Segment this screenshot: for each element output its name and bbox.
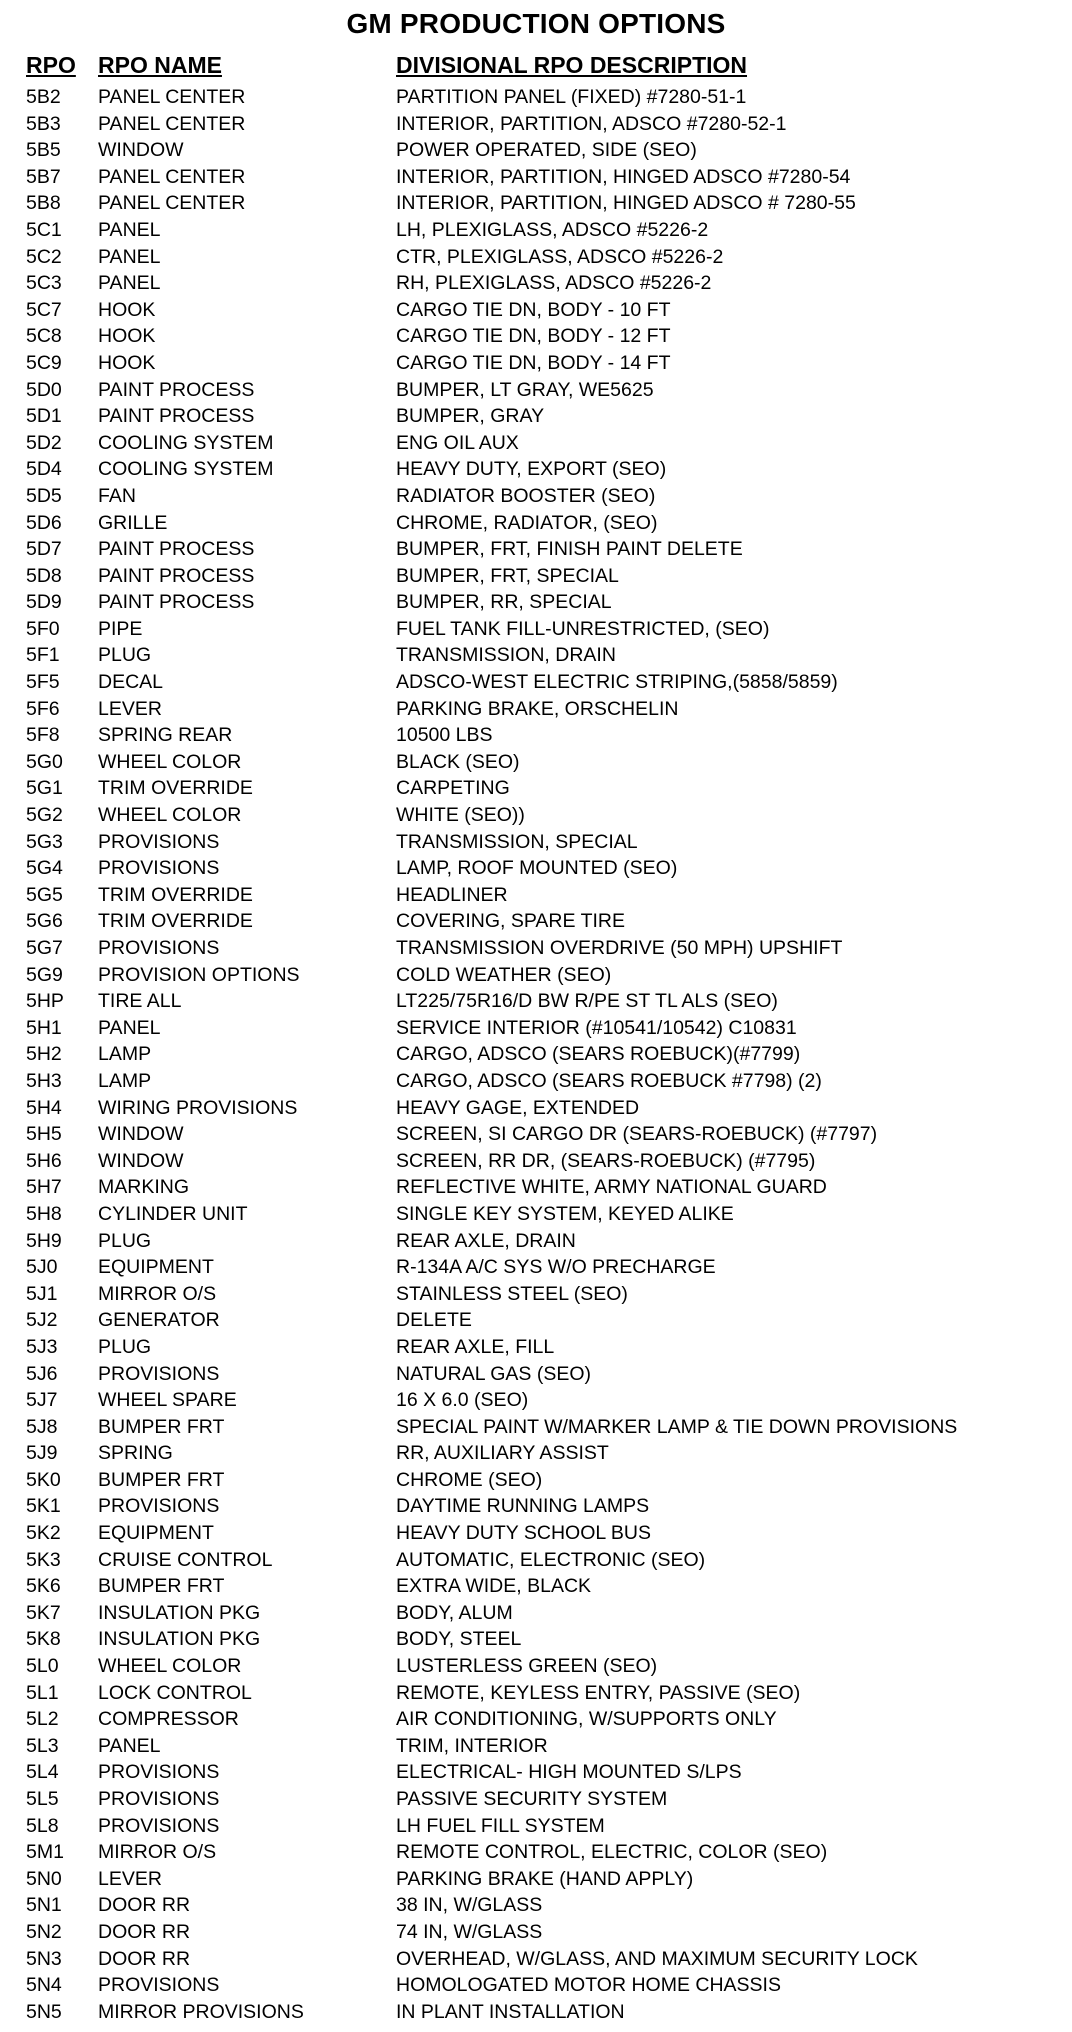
rpo-name: SPRING — [98, 1442, 173, 1465]
rpo-description: STAINLESS STEEL (SEO) — [396, 1282, 628, 1305]
rpo-code: 5D4 — [26, 458, 62, 481]
rpo-name: WHEEL COLOR — [98, 750, 242, 773]
table-row — [0, 1733, 1072, 1760]
rpo-code: 5C8 — [26, 325, 62, 348]
rpo-description: HEAVY DUTY, EXPORT (SEO) — [396, 458, 667, 481]
table-row — [0, 297, 1072, 324]
table-row — [0, 1706, 1072, 1733]
rpo-description: BUMPER, FRT, FINISH PAINT DELETE — [396, 538, 743, 561]
rpo-description: INTERIOR, PARTITION, HINGED ADSCO #7280-54 — [396, 165, 851, 188]
rpo-description: HOMOLOGATED MOTOR HOME CHASSIS — [396, 1974, 781, 1997]
rpo-code: 5K2 — [26, 1522, 61, 1545]
rpo-code: 5HP — [26, 990, 64, 1013]
table-row — [0, 1919, 1072, 1946]
rpo-description: CARGO TIE DN, BODY - 12 FT — [396, 325, 671, 348]
rpo-code: 5J8 — [26, 1415, 58, 1438]
rpo-code: 5G5 — [26, 883, 63, 906]
table-row — [0, 403, 1072, 430]
rpo-name: WHEEL COLOR — [98, 804, 242, 827]
table-row — [0, 1547, 1072, 1574]
table-row — [0, 1573, 1072, 1600]
rpo-name: BUMPER FRT — [98, 1468, 225, 1491]
rpo-code: 5G0 — [26, 750, 63, 773]
rpo-code: 5C9 — [26, 351, 62, 374]
table-row — [0, 217, 1072, 244]
table-row — [0, 1121, 1072, 1148]
table-row — [0, 642, 1072, 669]
table-row — [0, 536, 1072, 563]
rpo-name: WHEEL COLOR — [98, 1655, 242, 1678]
table-row — [0, 1334, 1072, 1361]
rpo-description: LH, PLEXIGLASS, ADSCO #5226-2 — [396, 218, 709, 241]
rpo-code: 5H4 — [26, 1096, 62, 1119]
rpo-name: PROVISIONS — [98, 1761, 220, 1784]
rpo-description: PASSIVE SECURITY SYSTEM — [396, 1788, 668, 1810]
rpo-code: 5D7 — [26, 538, 62, 561]
table-row — [0, 563, 1072, 590]
rpo-name: PROVISIONS — [98, 1814, 220, 1837]
rpo-description: COVERING, SPARE TIRE — [396, 910, 625, 933]
table-row — [0, 1015, 1072, 1042]
rpo-code: 5B8 — [26, 192, 61, 215]
table-row — [0, 350, 1072, 377]
rpo-description: SERVICE INTERIOR (#10541/10542) C10831 — [396, 1016, 797, 1039]
rpo-name: GENERATOR — [98, 1309, 220, 1332]
rpo-name: PAINT PROCESS — [98, 378, 255, 401]
rpo-name: PANEL CENTER — [98, 112, 246, 135]
rpo-name: MIRROR O/S — [98, 1282, 217, 1305]
rpo-description: INTERIOR, PARTITION, ADSCO #7280-52-1 — [396, 112, 787, 135]
rpo-name: TIRE ALL — [98, 990, 182, 1013]
rpo-description: REAR AXLE, FILL — [396, 1335, 555, 1358]
table-row — [0, 696, 1072, 723]
rpo-code: 5J7 — [26, 1389, 58, 1412]
rpo-name: TRIM OVERRIDE — [98, 910, 253, 933]
table-row — [0, 1493, 1072, 1520]
rpo-description: HEAVY DUTY SCHOOL BUS — [396, 1522, 652, 1545]
table-row — [0, 137, 1072, 164]
rpo-name: PROVISIONS — [98, 857, 220, 880]
rpo-name: SPRING REAR — [98, 724, 233, 747]
rpo-name: PIPE — [98, 617, 143, 640]
table-row — [0, 1361, 1072, 1388]
rpo-description: BODY, STEEL — [396, 1628, 522, 1651]
rpo-code: 5C2 — [26, 245, 62, 268]
rpo-name: PANEL CENTER — [98, 165, 246, 188]
table-row — [0, 270, 1072, 297]
rpo-description: ELECTRICAL- HIGH MOUNTED S/LPS — [396, 1761, 742, 1784]
rpo-name: PROVISIONS — [98, 937, 220, 959]
table-row — [0, 1440, 1072, 1467]
table-row — [0, 1174, 1072, 1201]
table-row — [0, 1626, 1072, 1653]
rpo-description: SPECIAL PAINT W/MARKER LAMP & TIE DOWN PROVISIONS — [396, 1415, 958, 1438]
table-row — [0, 1041, 1072, 1068]
table-row — [0, 1653, 1072, 1680]
table-row — [0, 1281, 1072, 1308]
rpo-description: REMOTE CONTROL, ELECTRIC, COLOR (SEO) — [396, 1841, 828, 1864]
rpo-code: 5D8 — [26, 564, 62, 587]
rpo-description: REAR AXLE, DRAIN — [396, 1229, 576, 1252]
table-row — [0, 1786, 1072, 1813]
table-row — [0, 483, 1072, 510]
rpo-code: 5F5 — [26, 671, 60, 694]
table-row — [0, 749, 1072, 776]
rpo-code: 5C3 — [26, 272, 62, 295]
table-row — [0, 802, 1072, 829]
rpo-name: TRIM OVERRIDE — [98, 777, 253, 800]
rpo-description: ENG OIL AUX — [396, 431, 519, 454]
rpo-name: HOOK — [98, 298, 156, 321]
rpo-description: BUMPER, GRAY — [396, 405, 545, 428]
rpo-code: 5K1 — [26, 1495, 61, 1518]
rpo-code: 5F1 — [26, 644, 60, 667]
rpo-name: PLUG — [98, 1335, 152, 1358]
rpo-description: CHROME, RADIATOR, (SEO) — [396, 511, 658, 534]
rpo-description: 74 IN, W/GLASS — [396, 1920, 543, 1943]
rpo-description: LH FUEL FILL SYSTEM — [396, 1814, 605, 1837]
rpo-description: LUSTERLESS GREEN (SEO) — [396, 1655, 658, 1678]
rpo-name: LAMP — [98, 1043, 152, 1066]
table-row — [0, 589, 1072, 616]
rpo-name: MARKING — [98, 1176, 190, 1199]
rpo-name: WINDOW — [98, 1123, 184, 1146]
table-row — [0, 1866, 1072, 1893]
rpo-code: 5K3 — [26, 1548, 61, 1571]
table-row — [0, 882, 1072, 909]
rpo-name: INSULATION PKG — [98, 1628, 261, 1651]
rpo-code: 5C1 — [26, 218, 62, 241]
rpo-code: 5J9 — [26, 1442, 58, 1465]
rpo-code: 5L2 — [26, 1708, 59, 1731]
rpo-code: 5N5 — [26, 2000, 62, 2023]
rpo-description: 16 X 6.0 (SEO) — [396, 1389, 529, 1412]
rpo-code: 5K8 — [26, 1628, 61, 1651]
rpo-code: 5H6 — [26, 1149, 62, 1172]
rpo-description: OVERHEAD, W/GLASS, AND MAXIMUM SECURITY LOCK — [396, 1947, 918, 1970]
rpo-description: REFLECTIVE WHITE, ARMY NATIONAL GUARD — [396, 1176, 827, 1199]
rpo-name: PROVISIONS — [98, 1362, 220, 1385]
rpo-name: WIRING PROVISIONS — [98, 1096, 298, 1119]
rpo-name: WHEEL SPARE — [98, 1389, 237, 1412]
rpo-code: 5N3 — [26, 1947, 62, 1970]
rpo-code: 5L5 — [26, 1788, 59, 1810]
table-row — [0, 1520, 1072, 1547]
table-row — [0, 510, 1072, 537]
rpo-name: BUMPER FRT — [98, 1415, 225, 1438]
rpo-code: 5J2 — [26, 1309, 58, 1332]
rpo-name: EQUIPMENT — [98, 1256, 214, 1279]
table-row — [0, 855, 1072, 882]
options-list — [0, 84, 1072, 2025]
table-row — [0, 190, 1072, 217]
table-row — [0, 1228, 1072, 1255]
rpo-description: DELETE — [396, 1309, 472, 1332]
rpo-code: 5J3 — [26, 1335, 58, 1358]
rpo-code: 5L4 — [26, 1761, 59, 1784]
table-row — [0, 430, 1072, 457]
rpo-name: COMPRESSOR — [98, 1708, 239, 1731]
rpo-code: 5K7 — [26, 1601, 61, 1624]
rpo-name: PANEL CENTER — [98, 86, 246, 108]
rpo-name: TRIM OVERRIDE — [98, 883, 253, 906]
rpo-description: SCREEN, SI CARGO DR (SEARS-ROEBUCK) (#7797) — [396, 1123, 878, 1146]
rpo-description: EXTRA WIDE, BLACK — [396, 1575, 592, 1598]
rpo-name: HOOK — [98, 325, 156, 348]
rpo-description: FUEL TANK FILL-UNRESTRICTED, (SEO) — [396, 617, 770, 640]
rpo-description: PARKING BRAKE, ORSCHELIN — [396, 697, 679, 720]
rpo-name: GRILLE — [98, 511, 168, 534]
rpo-code: 5F0 — [26, 617, 60, 640]
table-row — [0, 775, 1072, 802]
rpo-code: 5B7 — [26, 165, 61, 188]
table-row — [0, 1307, 1072, 1334]
rpo-name: PROVISIONS — [98, 1495, 220, 1518]
table-row — [0, 829, 1072, 856]
rpo-code: 5H9 — [26, 1229, 62, 1252]
rpo-name: PANEL — [98, 1734, 161, 1757]
rpo-description: CTR, PLEXIGLASS, ADSCO #5226-2 — [396, 245, 724, 268]
table-row — [0, 164, 1072, 191]
rpo-description: 38 IN, W/GLASS — [396, 1894, 543, 1917]
rpo-code: 5H7 — [26, 1176, 62, 1199]
table-row — [0, 244, 1072, 271]
rpo-name: WINDOW — [98, 139, 184, 162]
rpo-description: CARPETING — [396, 777, 510, 800]
table-row — [0, 1839, 1072, 1866]
rpo-code: 5D1 — [26, 405, 62, 428]
rpo-description: BUMPER, FRT, SPECIAL — [396, 564, 619, 587]
rpo-name: MIRROR O/S — [98, 1841, 217, 1864]
rpo-code: 5G6 — [26, 910, 63, 933]
column-headers — [0, 52, 1072, 82]
rpo-name: HOOK — [98, 351, 156, 374]
table-row — [0, 1467, 1072, 1494]
rpo-name: LOCK CONTROL — [98, 1681, 252, 1704]
rpo-description: SINGLE KEY SYSTEM, KEYED ALIKE — [396, 1202, 734, 1225]
table-row — [0, 84, 1072, 111]
rpo-code: 5L3 — [26, 1734, 59, 1757]
table-row — [0, 1387, 1072, 1414]
table-row — [0, 323, 1072, 350]
header-description: DIVISIONAL RPO DESCRIPTION — [396, 52, 748, 78]
table-row — [0, 1095, 1072, 1122]
rpo-name: PROVISIONS — [98, 1974, 220, 1997]
rpo-code: 5H3 — [26, 1069, 62, 1092]
rpo-name: LEVER — [98, 1867, 162, 1890]
table-row — [0, 908, 1072, 935]
table-row — [0, 456, 1072, 483]
rpo-description: RR, AUXILIARY ASSIST — [396, 1442, 609, 1465]
rpo-description: WHITE (SEO)) — [396, 804, 525, 827]
table-row — [0, 962, 1072, 989]
rpo-name: PROVISIONS — [98, 830, 220, 853]
rpo-name: FAN — [98, 484, 136, 507]
rpo-description: BLACK (SEO) — [396, 750, 520, 773]
rpo-name: MIRROR PROVISIONS — [98, 2000, 304, 2023]
table-row — [0, 377, 1072, 404]
rpo-name: PAINT PROCESS — [98, 591, 255, 614]
rpo-description: REMOTE, KEYLESS ENTRY, PASSIVE (SEO) — [396, 1681, 801, 1704]
rpo-name: PANEL — [98, 272, 161, 295]
rpo-description: RADIATOR BOOSTER (SEO) — [396, 484, 656, 507]
rpo-code: 5G7 — [26, 937, 63, 959]
table-row — [0, 1680, 1072, 1707]
header-rpo: RPO — [26, 52, 76, 78]
rpo-code: 5J0 — [26, 1256, 58, 1279]
table-row — [0, 1892, 1072, 1919]
rpo-code: 5D0 — [26, 378, 62, 401]
rpo-description: CARGO TIE DN, BODY - 10 FT — [396, 298, 671, 321]
rpo-description: 10500 LBS — [396, 724, 493, 747]
rpo-description: CHROME (SEO) — [396, 1468, 543, 1491]
rpo-description: LT225/75R16/D BW R/PE ST TL ALS (SEO) — [396, 990, 778, 1013]
rpo-name: COOLING SYSTEM — [98, 431, 274, 454]
rpo-description: PARKING BRAKE (HAND APPLY) — [396, 1867, 694, 1890]
table-row — [0, 616, 1072, 643]
rpo-description: IN PLANT INSTALLATION — [396, 2000, 625, 2023]
rpo-code: 5N1 — [26, 1894, 62, 1917]
rpo-name: PROVISION OPTIONS — [98, 963, 300, 986]
table-row — [0, 935, 1072, 962]
rpo-description: COLD WEATHER (SEO) — [396, 963, 612, 986]
rpo-description: R-134A A/C SYS W/O PRECHARGE — [396, 1256, 716, 1279]
rpo-code: 5B5 — [26, 139, 61, 162]
table-row — [0, 1600, 1072, 1627]
rpo-description: PARTITION PANEL (FIXED) #7280-51-1 — [396, 86, 747, 108]
rpo-name: EQUIPMENT — [98, 1522, 214, 1545]
rpo-name: PANEL — [98, 218, 161, 241]
rpo-description: AUTOMATIC, ELECTRONIC (SEO) — [396, 1548, 706, 1571]
rpo-description: CARGO, ADSCO (SEARS ROEBUCK)(#7799) — [396, 1043, 801, 1066]
rpo-name: PAINT PROCESS — [98, 538, 255, 561]
table-row — [0, 1946, 1072, 1973]
rpo-code: 5D5 — [26, 484, 62, 507]
rpo-name: PAINT PROCESS — [98, 405, 255, 428]
rpo-code: 5D9 — [26, 591, 62, 614]
rpo-code: 5H8 — [26, 1202, 62, 1225]
rpo-code: 5G1 — [26, 777, 63, 800]
rpo-name: PROVISIONS — [98, 1788, 220, 1810]
table-row — [0, 1759, 1072, 1786]
rpo-name: PAINT PROCESS — [98, 564, 255, 587]
rpo-description: TRANSMISSION, DRAIN — [396, 644, 616, 667]
rpo-code: 5F8 — [26, 724, 60, 747]
rpo-code: 5G9 — [26, 963, 63, 986]
rpo-name: DOOR RR — [98, 1920, 191, 1943]
rpo-code: 5N4 — [26, 1974, 62, 1997]
rpo-description: HEAVY GAGE, EXTENDED — [396, 1096, 640, 1119]
rpo-code: 5L0 — [26, 1655, 59, 1678]
rpo-name: CYLINDER UNIT — [98, 1202, 248, 1225]
rpo-description: TRANSMISSION, SPECIAL — [396, 830, 638, 853]
rpo-description: CARGO TIE DN, BODY - 14 FT — [396, 351, 671, 374]
rpo-description: INTERIOR, PARTITION, HINGED ADSCO # 7280-55 — [396, 192, 856, 215]
rpo-description: BUMPER, RR, SPECIAL — [396, 591, 612, 614]
rpo-name: CRUISE CONTROL — [98, 1548, 273, 1571]
rpo-code: 5B3 — [26, 112, 61, 135]
rpo-description: TRIM, INTERIOR — [396, 1734, 548, 1757]
rpo-description: AIR CONDITIONING, W/SUPPORTS ONLY — [396, 1708, 777, 1731]
rpo-name: DOOR RR — [98, 1947, 191, 1970]
rpo-description: NATURAL GAS (SEO) — [396, 1362, 592, 1385]
rpo-code: 5G3 — [26, 830, 63, 853]
rpo-code: 5H2 — [26, 1043, 62, 1066]
rpo-code: 5N0 — [26, 1867, 62, 1890]
table-row — [0, 1068, 1072, 1095]
rpo-name: PANEL CENTER — [98, 192, 246, 215]
table-row — [0, 1414, 1072, 1441]
rpo-description: SCREEN, RR DR, (SEARS-ROEBUCK) (#7795) — [396, 1149, 816, 1172]
rpo-name: PANEL — [98, 1016, 161, 1039]
rpo-name: LEVER — [98, 697, 162, 720]
table-row — [0, 988, 1072, 1015]
rpo-name: PLUG — [98, 644, 152, 667]
rpo-name: LAMP — [98, 1069, 152, 1092]
rpo-name: PANEL — [98, 245, 161, 268]
rpo-description: ADSCO-WEST ELECTRIC STRIPING,(5858/5859) — [396, 671, 838, 694]
table-row — [0, 669, 1072, 696]
rpo-description: HEADLINER — [396, 883, 508, 906]
rpo-name: BUMPER FRT — [98, 1575, 225, 1598]
rpo-code: 5C7 — [26, 298, 62, 321]
rpo-description: CARGO, ADSCO (SEARS ROEBUCK #7798) (2) — [396, 1069, 822, 1092]
rpo-code: 5K6 — [26, 1575, 61, 1598]
table-row — [0, 1972, 1072, 1999]
rpo-description: DAYTIME RUNNING LAMPS — [396, 1495, 650, 1518]
rpo-description: POWER OPERATED, SIDE (SEO) — [396, 139, 697, 162]
rpo-code: 5J1 — [26, 1282, 58, 1305]
table-row — [0, 722, 1072, 749]
rpo-code: 5J6 — [26, 1362, 58, 1385]
rpo-code: 5D6 — [26, 511, 62, 534]
rpo-name: WINDOW — [98, 1149, 184, 1172]
table-row — [0, 1148, 1072, 1175]
rpo-code: 5B2 — [26, 86, 61, 108]
rpo-code: 5K0 — [26, 1468, 61, 1491]
rpo-description: TRANSMISSION OVERDRIVE (50 MPH) UPSHIFT — [396, 937, 843, 959]
rpo-name: PLUG — [98, 1229, 152, 1252]
rpo-name: DECAL — [98, 671, 164, 694]
page-title: GM PRODUCTION OPTIONS — [346, 8, 726, 39]
rpo-description: LAMP, ROOF MOUNTED (SEO) — [396, 857, 678, 880]
table-row — [0, 1201, 1072, 1228]
rpo-description: RH, PLEXIGLASS, ADSCO #5226-2 — [396, 272, 712, 295]
rpo-code: 5L8 — [26, 1814, 59, 1837]
table-row — [0, 1813, 1072, 1840]
rpo-code: 5G4 — [26, 857, 63, 880]
rpo-code: 5H1 — [26, 1016, 62, 1039]
rpo-code: 5F6 — [26, 697, 60, 720]
rpo-name: COOLING SYSTEM — [98, 458, 274, 481]
table-row — [0, 1999, 1072, 2026]
rpo-code: 5N2 — [26, 1920, 62, 1943]
rpo-code: 5D2 — [26, 431, 62, 454]
rpo-code: 5L1 — [26, 1681, 59, 1704]
rpo-code: 5M1 — [26, 1841, 64, 1864]
header-rpo-name: RPO NAME — [98, 52, 222, 78]
rpo-code: 5H5 — [26, 1123, 62, 1146]
table-row — [0, 1254, 1072, 1281]
rpo-code: 5G2 — [26, 804, 63, 827]
rpo-description: BUMPER, LT GRAY, WE5625 — [396, 378, 654, 401]
table-row — [0, 111, 1072, 138]
rpo-name: INSULATION PKG — [98, 1601, 261, 1624]
rpo-description: BODY, ALUM — [396, 1601, 513, 1624]
rpo-name: DOOR RR — [98, 1894, 191, 1917]
